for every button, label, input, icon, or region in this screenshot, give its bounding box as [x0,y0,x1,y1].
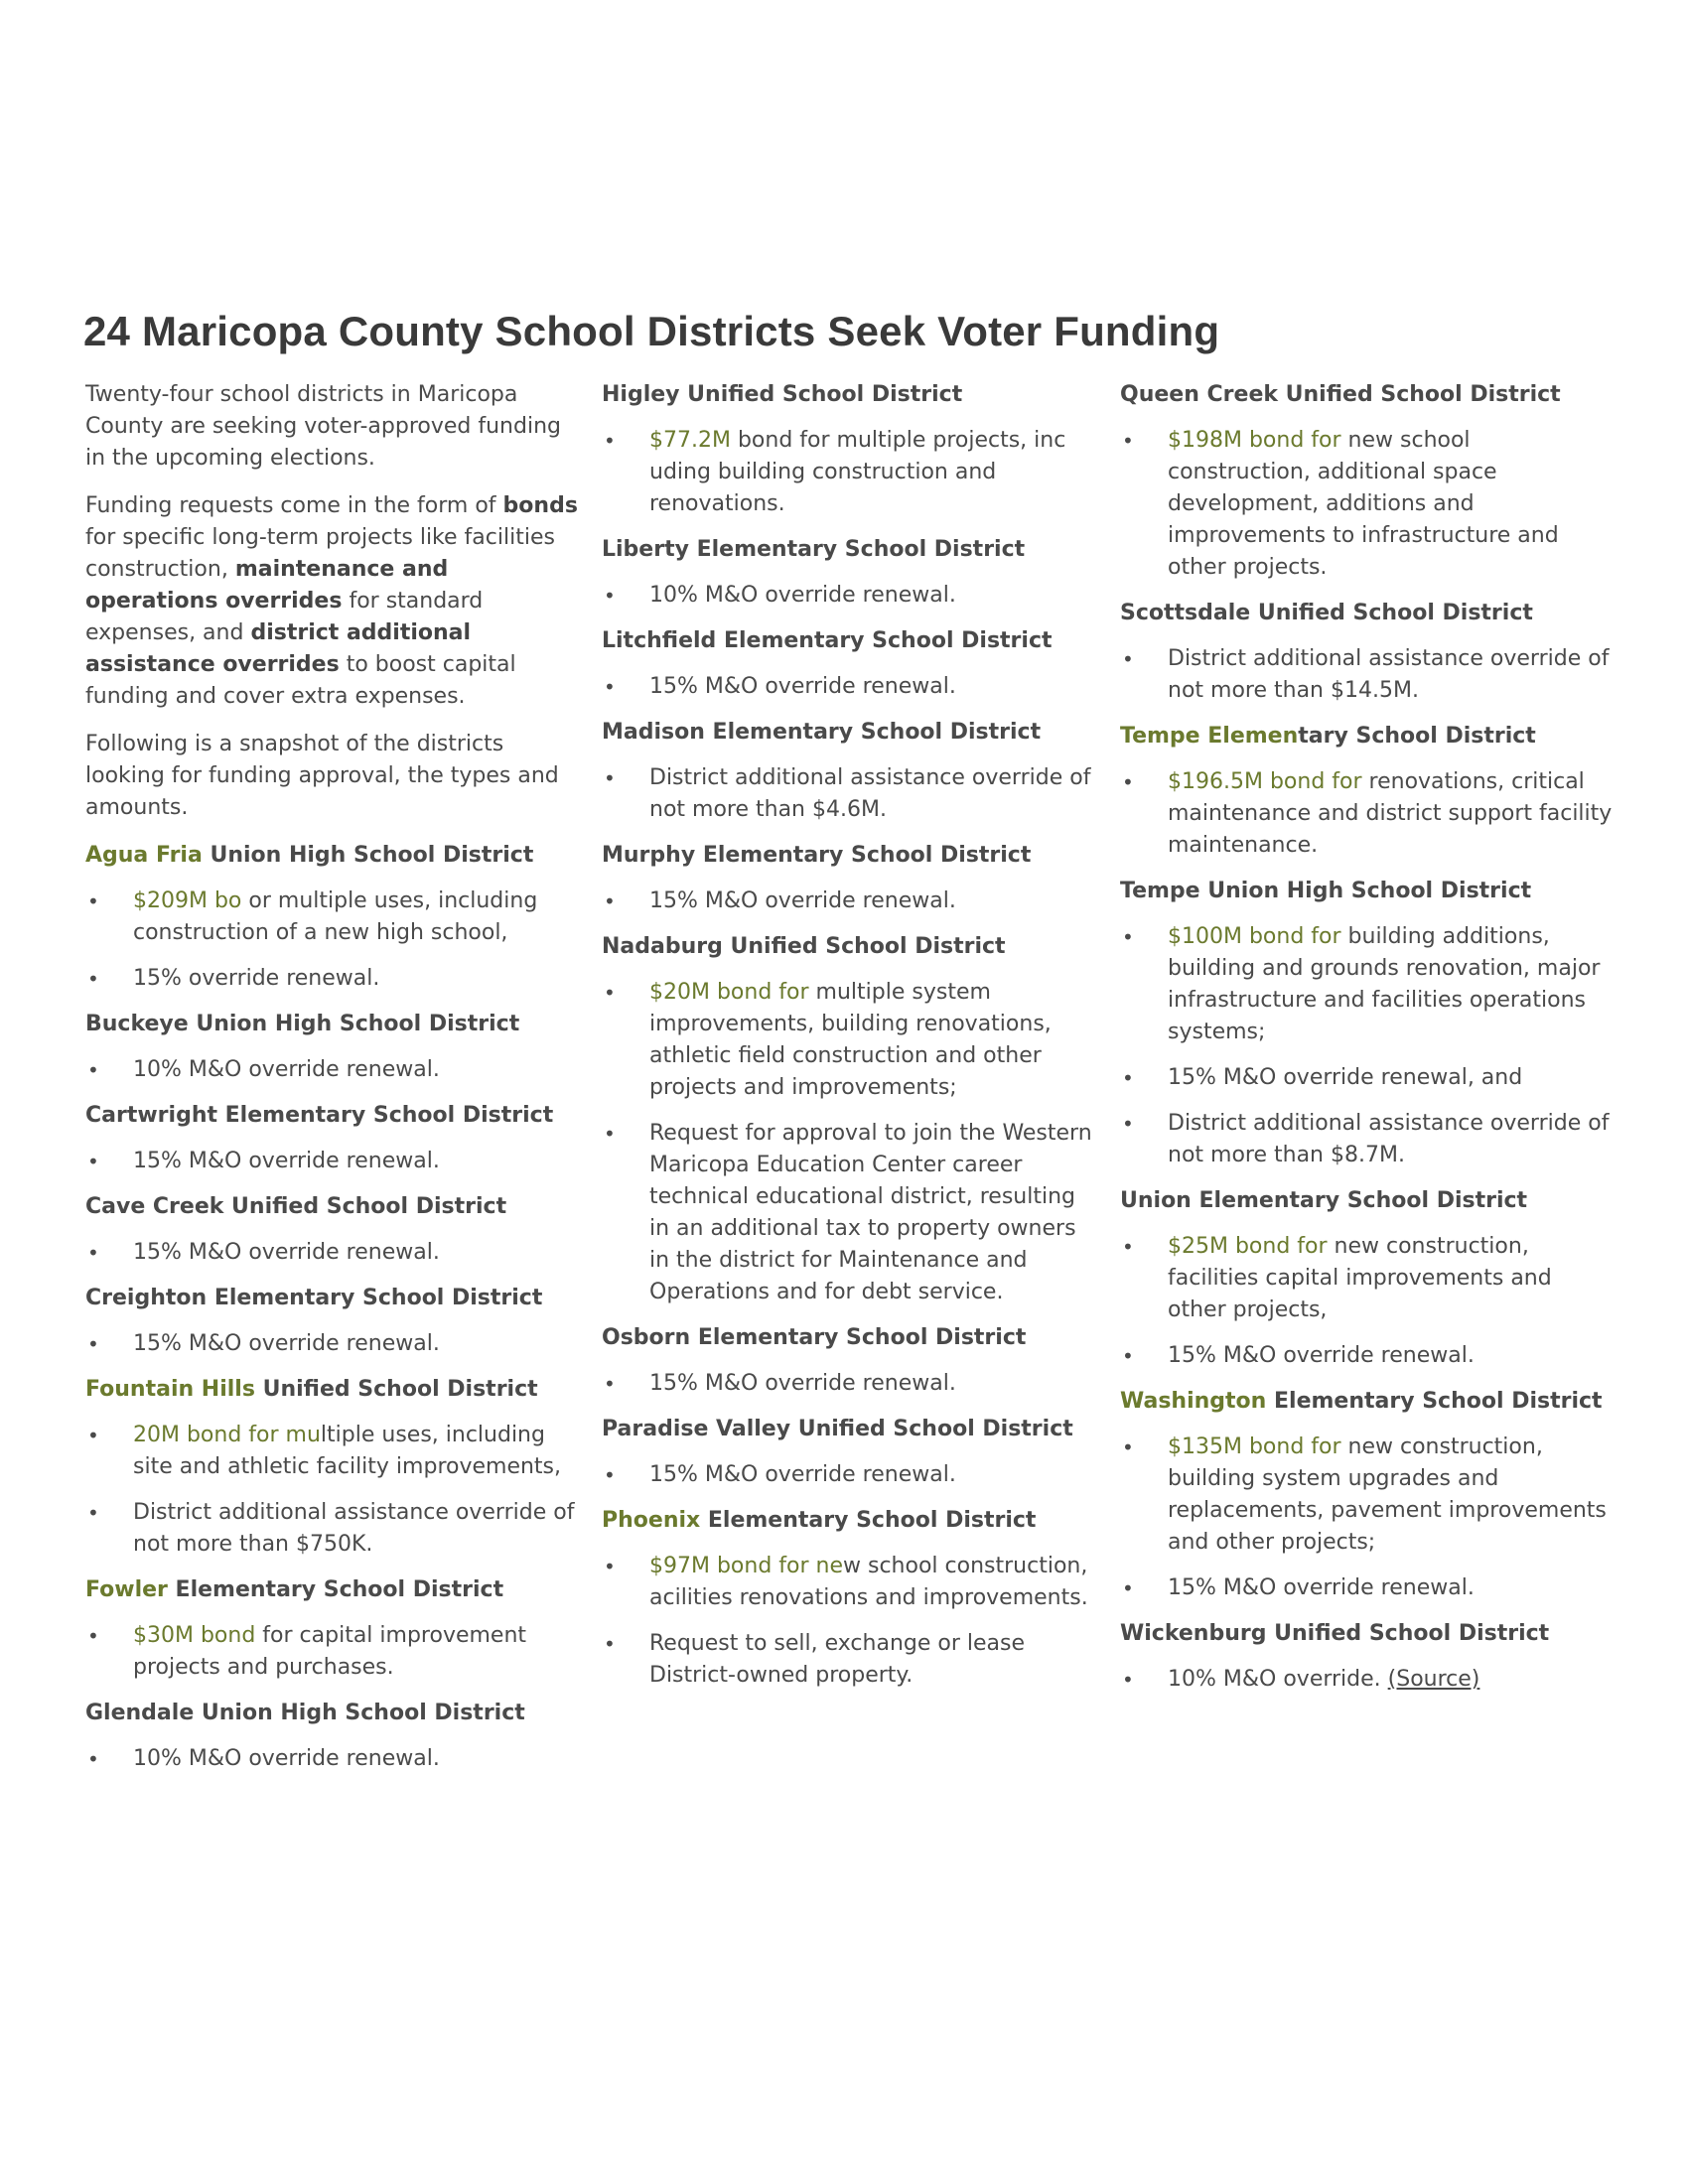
funding-item [1120,1340,1617,1372]
funding-list [602,762,1094,826]
funding-description: 15% M&O override renewal. [649,1371,956,1396]
district-heading [1120,598,1617,629]
funding-item [602,977,1094,1104]
district-name: Elementary School District [1266,1389,1603,1414]
district-heading [602,1414,1094,1445]
funding-list [602,1368,1094,1400]
funding-item [1120,1572,1617,1604]
funding-item [1120,1108,1617,1171]
funding-item [602,762,1094,826]
district-name-highlight: Agua Fria [85,843,203,868]
district-heading [1120,1386,1617,1418]
funding-list [1120,1432,1617,1604]
funding-description: new construction, building system upgrades and replacements, pavement improvements and other projects; [1168,1434,1607,1555]
district-name: Wickenburg Unified School District [1120,1621,1550,1646]
funding-description: 15% M&O override renewal. [1168,1575,1475,1600]
funding-list [85,1620,578,1684]
funding-list [602,425,1094,520]
district-heading [1120,1185,1617,1217]
district-heading [85,1191,578,1223]
funding-item [1120,921,1617,1048]
district-name: Cartwright Elementary School District [85,1103,554,1128]
funding-list [602,1551,1094,1692]
funding-item [602,425,1094,520]
funding-description: 15% M&O override renewal. [649,1462,956,1487]
district-name: Tempe Union High School District [1120,879,1532,903]
district-heading [85,1009,578,1040]
funding-description: ltiple uses, including site and athletic facility improvements, [133,1423,562,1479]
funding-item [602,580,1094,612]
funding-item [602,1628,1094,1692]
district-name: Unified School District [254,1377,538,1402]
funding-description: 10% M&O override renewal. [649,583,956,608]
funding-amount: $77.2M [649,428,731,453]
funding-item [1120,1231,1617,1326]
district-heading [85,1574,578,1606]
funding-list [602,671,1094,703]
funding-description: or multiple uses, including construction of a new high school, [133,888,538,945]
column-2 [602,379,1094,1706]
funding-amount: $196.5M bond for [1168,769,1362,794]
district-name: Elementary School District [167,1577,504,1602]
funding-description: multiple system improvements, building renovations, athletic field construction and other projects and improvements; [649,980,1052,1100]
district-heading [602,931,1094,963]
funding-item [85,1054,578,1086]
district-name-highlight: Phoenix [602,1508,701,1533]
intro-text: Funding requests come in the form of [85,493,503,518]
funding-description: 15% M&O override renewal. [133,1149,440,1173]
funding-list [85,1328,578,1360]
funding-item [85,1328,578,1360]
district-heading [85,1100,578,1132]
funding-list [1120,921,1617,1171]
funding-description: 10% M&O override renewal. [133,1746,440,1771]
funding-list [602,977,1094,1308]
district-name: Glendale Union High School District [85,1701,525,1725]
district-name: Paradise Valley Unified School District [602,1417,1073,1441]
intro-text: for specific long-term projects like facilities construction, [85,525,555,582]
district-heading [1120,721,1617,752]
funding-item [602,1368,1094,1400]
funding-description: renovations, critical maintenance and district support facility maintenance. [1168,769,1613,858]
funding-description: District additional assistance override of not more than $750K. [133,1500,575,1557]
term-mo-overrides: maintenance and operations overrides [85,557,449,614]
funding-description: building additions, building and grounds renovation, major infrastructure and facilities operations systems; [1168,924,1601,1044]
district-heading [85,1283,578,1314]
funding-item [602,1118,1094,1308]
funding-amount: $135M bond for [1168,1434,1341,1459]
district-name: Nadaburg Unified School District [602,934,1006,959]
district-name-highlight: Tempe Elemen [1120,724,1299,749]
district-name: Madison Elementary School District [602,720,1042,745]
funding-description: 15% M&O override renewal. [1168,1343,1475,1368]
funding-item [85,1146,578,1177]
funding-description: 15% override renewal. [133,966,380,991]
district-list-1 [85,840,578,1775]
district-name: Elementary School District [700,1508,1037,1533]
funding-list [1120,425,1617,584]
term-daa-overrides: district additional assistance overrides [85,620,472,677]
funding-amount: $25M bond for [1168,1234,1328,1259]
district-name: Buckeye Union High School District [85,1012,520,1036]
funding-list [85,1420,578,1561]
funding-list [85,1146,578,1177]
district-list-3 [1120,379,1617,1696]
term-bonds: bonds [502,493,578,518]
district-heading [602,840,1094,872]
funding-description: 10% M&O override renewal. [133,1057,440,1082]
page-title: 24 Maricopa County School Districts Seek Voter Funding [83,308,1220,354]
district-name: Murphy Elementary School District [602,843,1032,868]
funding-description: 15% M&O override renewal. [133,1240,440,1265]
funding-list [85,886,578,995]
funding-item [1120,643,1617,707]
district-name: Liberty Elementary School District [602,537,1026,562]
column-1 [85,379,578,1789]
district-name: Queen Creek Unified School District [1120,382,1561,407]
funding-description: for capital improvement projects and purchases. [133,1623,527,1680]
funding-amount: $30M bond [133,1623,256,1648]
funding-amount: 20M bond for mu [133,1423,321,1447]
funding-item [1120,1062,1617,1094]
district-name: Cave Creek Unified School District [85,1194,507,1219]
funding-description: 15% M&O override renewal. [649,674,956,699]
district-heading [85,1698,578,1729]
funding-list [85,1743,578,1775]
district-heading [1120,876,1617,907]
district-name: Higley Unified School District [602,382,963,407]
funding-list [602,886,1094,917]
funding-item [85,1497,578,1561]
funding-list [85,1237,578,1269]
funding-item [85,886,578,949]
funding-item [1120,1432,1617,1559]
funding-description: 15% M&O override renewal. [133,1331,440,1356]
funding-description: new school construction, additional space development, additions and improvements to infrastructure and other projects. [1168,428,1559,580]
funding-description: 10% M&O override. [1168,1667,1388,1692]
district-list-2 [602,379,1094,1692]
funding-item [85,1237,578,1269]
district-heading [85,840,578,872]
funding-list [85,1054,578,1086]
intro-text: for standard expenses, and [85,589,484,645]
intro-paragraph-2 [85,490,578,713]
intro-paragraph-3: Following is a snapshot of the districts looking for funding approval, the types and amounts. [85,732,559,820]
funding-description: Request to sell, exchange or lease District-owned property. [649,1631,1026,1688]
funding-amount: $100M bond for [1168,924,1341,949]
funding-description: new construction, facilities capital improvements and other projects, [1168,1234,1552,1322]
district-name: Creighton Elementary School District [85,1286,543,1310]
funding-description: District additional assistance override of not more than $8.7M. [1168,1111,1610,1167]
funding-amount: $20M bond for [649,980,809,1005]
district-name: Union High School District [202,843,534,868]
funding-item [1120,766,1617,862]
column-3 [1120,379,1617,1709]
district-name: Osborn Elementary School District [602,1325,1027,1350]
funding-amount: $97M bond for ne [649,1554,844,1578]
district-heading [602,625,1094,657]
district-heading [602,717,1094,749]
funding-description: Request for approval to join the Western Maricopa Education Center career technical educational district, resulting in an additional tax to property owners in the district for Maintenance and Operations and for debt service. [649,1121,1092,1304]
funding-description: 15% M&O override renewal, and [1168,1065,1523,1090]
district-name: Union Elementary School District [1120,1188,1528,1213]
intro-paragraph-1: Twenty-four school districts in Maricopa County are seeking voter-approved funding in the upcoming elections. [85,382,561,471]
funding-item [85,1420,578,1483]
funding-amount: $209M bo [133,888,242,913]
source-link[interactable]: (Source) [1387,1667,1480,1692]
funding-list [602,1459,1094,1491]
funding-description: District additional assistance override of not more than $14.5M. [1168,646,1610,703]
funding-list [1120,1231,1617,1372]
district-name-highlight: Fowler [85,1577,168,1602]
funding-item [602,1459,1094,1491]
funding-list [1120,766,1617,862]
funding-list [602,580,1094,612]
funding-amount: $198M bond for [1168,428,1341,453]
district-heading [602,1322,1094,1354]
district-name: Litchfield Elementary School District [602,628,1053,653]
funding-item [1120,425,1617,584]
funding-item [85,1743,578,1775]
district-name-highlight: Fountain Hills [85,1377,255,1402]
district-name-highlight: Washington [1120,1389,1267,1414]
district-heading [1120,379,1617,411]
funding-item [602,1551,1094,1614]
district-name: tary School District [1298,724,1536,749]
funding-list [1120,1664,1617,1696]
funding-item [602,671,1094,703]
funding-item [85,1620,578,1684]
funding-item [602,886,1094,917]
intro-text: to boost capital funding and cover extra expenses. [85,652,516,709]
district-heading [602,1505,1094,1537]
funding-description: District additional assistance override of not more than $4.6M. [649,765,1091,822]
funding-item [1120,1664,1617,1696]
funding-description: w school construction, acilities renovations and improvements. [649,1554,1088,1610]
funding-description: bond for multiple projects, inc uding building construction and renovations. [649,428,1066,516]
district-heading [602,534,1094,566]
funding-list [1120,643,1617,707]
funding-description: 15% M&O override renewal. [649,888,956,913]
district-heading [1120,1618,1617,1650]
funding-item [85,963,578,995]
district-name: Scottsdale Unified School District [1120,601,1533,625]
district-heading [85,1374,578,1406]
district-heading [602,379,1094,411]
